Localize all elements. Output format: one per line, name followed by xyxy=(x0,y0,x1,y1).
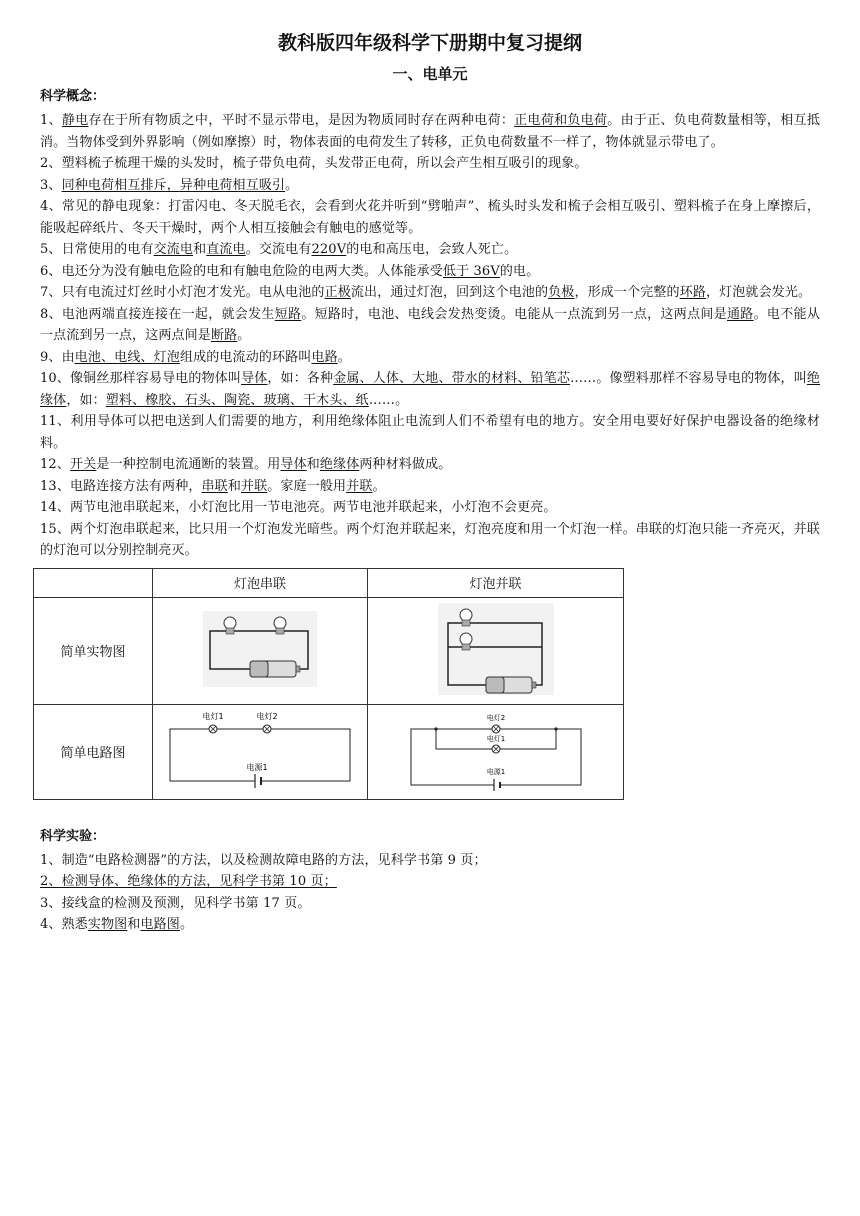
lamp-symbol-icon xyxy=(492,745,500,753)
battery-icon xyxy=(486,677,536,693)
underlined-keyword: 导体 xyxy=(241,371,268,386)
underlined-keyword: 2、检测导体、绝缘体的方法，见科学书第 10 页； xyxy=(40,874,337,889)
concept-item: 4、常见的静电现象：打雷闪电、冬天脱毛衣，会看到火花并听到“劈啪声”、梳头时头发和梳子会相互吸引、塑料梳子在身上摩擦后，能吸起碎纸片、冬天干燥时，两个人相互接触会有触电的感觉等。 xyxy=(40,199,820,236)
experiment-item xyxy=(40,871,820,893)
concept-item: 13、电路连接方法有两种，串联和并联。家庭一般用并联。 xyxy=(40,478,386,494)
concept-item: 14、两节电池串联起来，小灯泡比用一节电池亮。两节电池并联起来，小灯泡不会更亮。 xyxy=(40,500,557,515)
concept-item: 12、开关是一种控制电流通断的装置。用导体和绝缘体两种材料做成。 xyxy=(40,457,452,472)
concepts-list xyxy=(40,110,820,562)
lamp-symbol-icon xyxy=(263,725,271,733)
series-circuit-cell xyxy=(153,704,368,799)
underlined-keyword: 电路图 xyxy=(140,917,180,932)
document-title: 教科版四年级科学下册期中复习提纲 xyxy=(277,32,582,54)
battery-icon xyxy=(250,661,300,677)
underlined-keyword: 220V xyxy=(311,242,347,257)
header-series: 灯泡串联 xyxy=(153,568,368,597)
underlined-keyword: 串联 xyxy=(201,478,228,494)
series-physical-cell xyxy=(153,597,368,704)
experiments-list xyxy=(40,850,820,936)
underlined-keyword: 低于 36V xyxy=(442,263,500,279)
bulb-icon xyxy=(460,609,472,626)
underlined-keyword: 绝缘体 xyxy=(319,457,360,472)
underlined-keyword: 正极 xyxy=(324,285,351,300)
underlined-keyword: 通路 xyxy=(727,306,754,322)
experiment-item: 1、制造“电路检测器”的方法，以及检测故障电路的方法，见科学书第 9 页； xyxy=(40,852,487,868)
underlined-keyword: 同种电荷相互排斥，异种电荷相互吸引 xyxy=(61,177,286,193)
underlined-keyword: 实物图 xyxy=(87,917,128,932)
parallel-source-label: 电源1 xyxy=(486,767,505,776)
concept-item: 3、同种电荷相互排斥，异种电荷相互吸引。 xyxy=(40,177,299,193)
concept-item: 10、像铜丝那样容易导电的物体叫导体，如：各种金属、人体、大地、带水的材料、铅笔芯……。像塑料那样不容易导电的物体，叫绝缘体，如：塑料、橡胶、石头、陶瓷、玻璃、干木头、纸……。 xyxy=(40,371,821,408)
underlined-keyword: 电池、电线、灯泡 xyxy=(74,349,180,365)
series-source-label: 电源1 xyxy=(246,762,268,772)
experiment-item: 4、熟悉实物图和电路图。 xyxy=(40,917,194,932)
underlined-keyword: 导体 xyxy=(280,457,307,472)
underlined-keyword: 断路 xyxy=(210,328,238,343)
underlined-keyword: 交流电 xyxy=(153,242,194,257)
underlined-keyword: 绝缘体 xyxy=(40,371,821,408)
series-physical-diagram xyxy=(200,609,320,689)
concept-item: 7、只有电流过灯丝时小灯泡才发光。电从电池的正极流出，通过灯泡，回到这个电池的负极，形成一个完整的环路，灯泡就会发光。 xyxy=(40,285,812,300)
underlined-keyword: 塑料、橡胶、石头、陶瓷、玻璃、干木头、纸 xyxy=(105,392,369,408)
document-page xyxy=(40,30,820,936)
underlined-keyword: 金属、人体、大地、带水的材料、铅笔芯 xyxy=(333,371,571,386)
series-circuit-diagram xyxy=(165,709,355,791)
unit-title: 一、电单元 xyxy=(392,65,468,83)
underlined-keyword: 并联 xyxy=(240,478,268,494)
parallel-lamp2-label: 电灯2 xyxy=(486,713,505,722)
row-label-physical: 简单实物图 xyxy=(34,597,153,704)
concept-item: 1、静电存在于所有物质之中，平时不显示带电，是因为物质同时存在两种电荷：正电荷和负电荷。由于正、负电荷数量相等，相互抵消。当物体受到外界影响（例如摩擦）时，物体表面的电荷发生了转移，正负电荷数量不一样了，物体就显示带电了。 xyxy=(40,113,820,150)
battery-symbol-icon xyxy=(255,774,261,788)
series-lamp2-label: 电灯2 xyxy=(256,711,278,721)
experiment-item: 3、接线盒的检测及预测，见科学书第 17 页。 xyxy=(40,895,311,911)
lamp-symbol-icon xyxy=(492,725,500,733)
underlined-keyword: 开关 xyxy=(70,457,97,472)
concept-item: 15、两个灯泡串联起来，比只用一个灯泡发光暗些。两个灯泡并联起来，灯泡亮度和用一个灯泡一样。串联的灯泡只能一齐亮灭，并联的灯泡可以分别控制亮灭。 xyxy=(40,521,820,558)
concepts-heading: 科学概念： xyxy=(40,89,106,104)
parallel-circuit-diagram xyxy=(406,707,586,793)
table-corner-cell xyxy=(34,568,153,597)
concept-item: 2、塑料梳子梳理干燥的头发时，梳子带负电荷，头发带正电荷，所以会产生相互吸引的现象。 xyxy=(40,156,588,171)
parallel-physical-diagram xyxy=(436,601,556,697)
row-label-circuit: 简单电路图 xyxy=(34,704,153,799)
battery-symbol-icon xyxy=(494,779,500,791)
bulb-icon xyxy=(460,633,472,650)
underlined-keyword: 并联 xyxy=(346,478,373,494)
concept-item: 9、由电池、电线、灯泡组成的电流动的环路叫电路。 xyxy=(40,349,351,365)
concept-item: 6、电还分为没有触电危险的电和有触电危险的电两大类。人体能承受低于 36V的电。 xyxy=(40,263,540,279)
comparison-table xyxy=(33,568,624,800)
underlined-keyword: 正电荷和负电荷 xyxy=(514,113,608,128)
parallel-circuit-cell xyxy=(368,704,624,799)
experiments-heading: 科学实验： xyxy=(40,828,106,844)
header-parallel: 灯泡并联 xyxy=(368,568,624,597)
concept-item: 8、电池两端直接连接在一起，就会发生短路。短路时，电池、电线会发热变烫。电能从一点流到另一点，这两点间是通路。电不能从一点流到另一点，这两点间是断路。 xyxy=(40,306,820,343)
underlined-keyword: 电路 xyxy=(311,349,338,365)
concept-item: 11、利用导体可以把电送到人们需要的地方，利用绝缘体阻止电流到人们不希望有电的地方。安全用电要好好保护电器设备的绝缘材料。 xyxy=(40,414,820,451)
bulb-icon xyxy=(224,617,236,634)
underlined-keyword: 静电 xyxy=(61,113,89,128)
series-lamp1-label: 电灯1 xyxy=(202,711,224,721)
underlined-keyword: 短路 xyxy=(274,306,302,322)
parallel-lamp1-label: 电灯1 xyxy=(486,734,505,743)
concept-item: 5、日常使用的电有交流电和直流电。交流电有220V的电和高压电，会致人死亡。 xyxy=(40,242,518,257)
underlined-keyword: 直流电 xyxy=(206,242,246,257)
bulb-icon xyxy=(274,617,286,634)
lamp-symbol-icon xyxy=(209,725,217,733)
underlined-keyword: 负极 xyxy=(548,285,575,300)
parallel-physical-cell xyxy=(368,597,624,704)
underlined-keyword: 环路 xyxy=(679,285,706,300)
